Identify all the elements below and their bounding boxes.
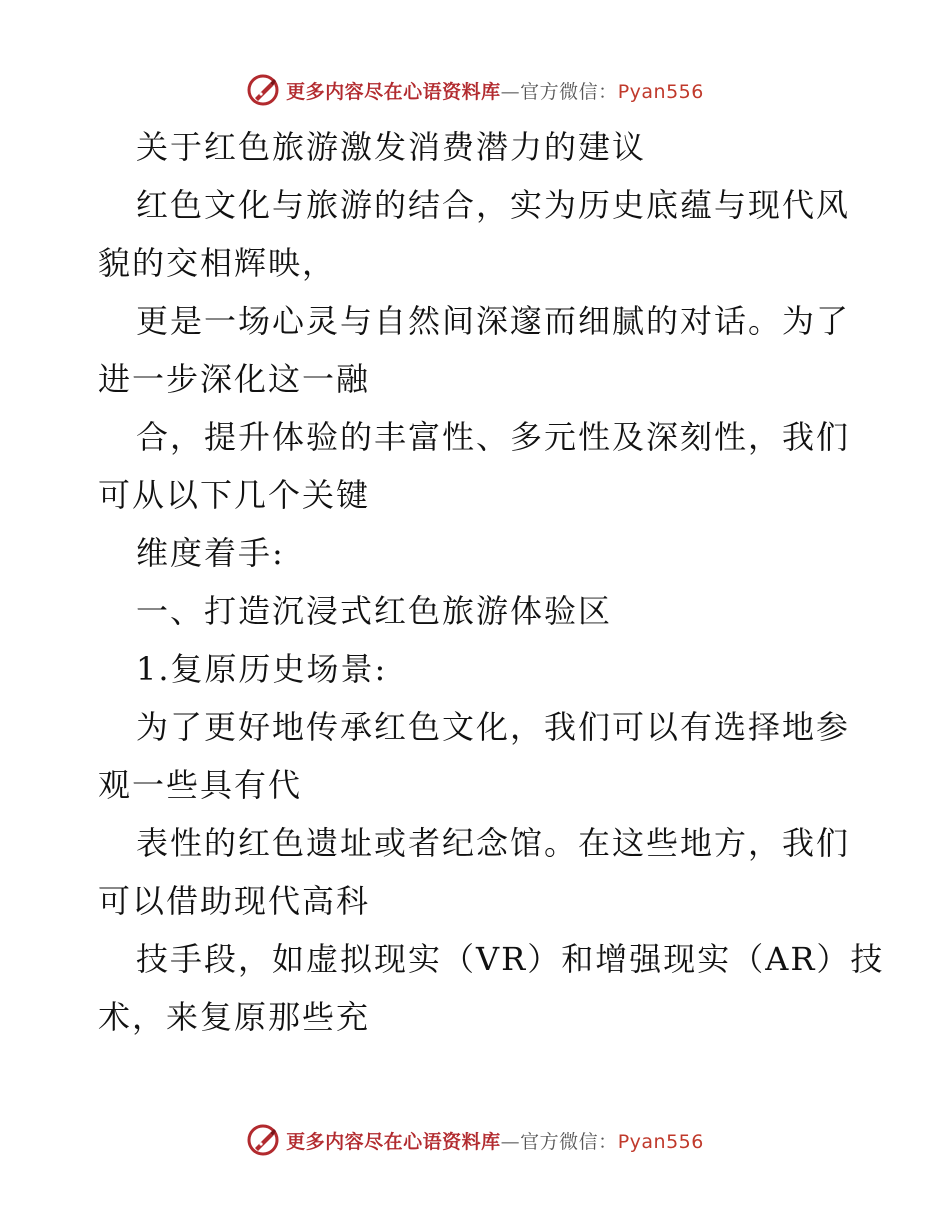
watermark-wechat-id: Pyan556 [617,1130,704,1153]
watermark-label: 官方微信： [520,80,618,103]
document-body [98,118,885,1046]
text-line: 1.复原历史场景: [136,650,388,688]
pen-nib-logo-icon [246,73,280,107]
watermark-text [286,1127,704,1154]
text-line: 关于红色旅游激发消费潜力的建议 [136,128,647,166]
text-line: 为了更好地传承红色文化，我们可以有选择地参 [136,708,851,746]
text-line: 术，来复原那些充 [98,998,371,1036]
pen-nib-logo-icon [246,1123,280,1157]
text-line: 合，提升体验的丰富性、多元性及深刻性，我们 [136,418,851,456]
header-watermark [0,70,950,110]
watermark-main-text: 更多内容尽在心语资料库 [286,80,501,103]
watermark-wechat-id: Pyan556 [617,80,704,103]
text-line: 维度着手: [136,534,285,572]
text-line: 可从以下几个关键 [98,476,371,514]
text-line: 表性的红色遗址或者纪念馆。在这些地方，我们 [136,824,851,862]
watermark-separator: — [500,80,521,103]
text-line: 进一步深化这一融 [98,360,371,398]
text-line: 可以借助现代高科 [98,882,371,920]
watermark-separator: — [500,1130,521,1153]
text-line: 红色文化与旅游的结合，实为历史底蕴与现代风 [136,186,851,224]
watermark-text [286,77,704,104]
footer-watermark [0,1120,950,1160]
text-line: 观一些具有代 [98,766,303,804]
text-line: 貌的交相辉映， [98,244,337,282]
text-line: 更是一场心灵与自然间深邃而细腻的对话。为了 [136,302,851,340]
watermark-label: 官方微信： [520,1130,618,1153]
text-line: 一、打造沉浸式红色旅游体验区 [136,592,613,630]
text-line: 技手段，如虚拟现实（VR）和增强现实（AR）技 [136,940,885,978]
watermark-main-text: 更多内容尽在心语资料库 [286,1130,501,1153]
